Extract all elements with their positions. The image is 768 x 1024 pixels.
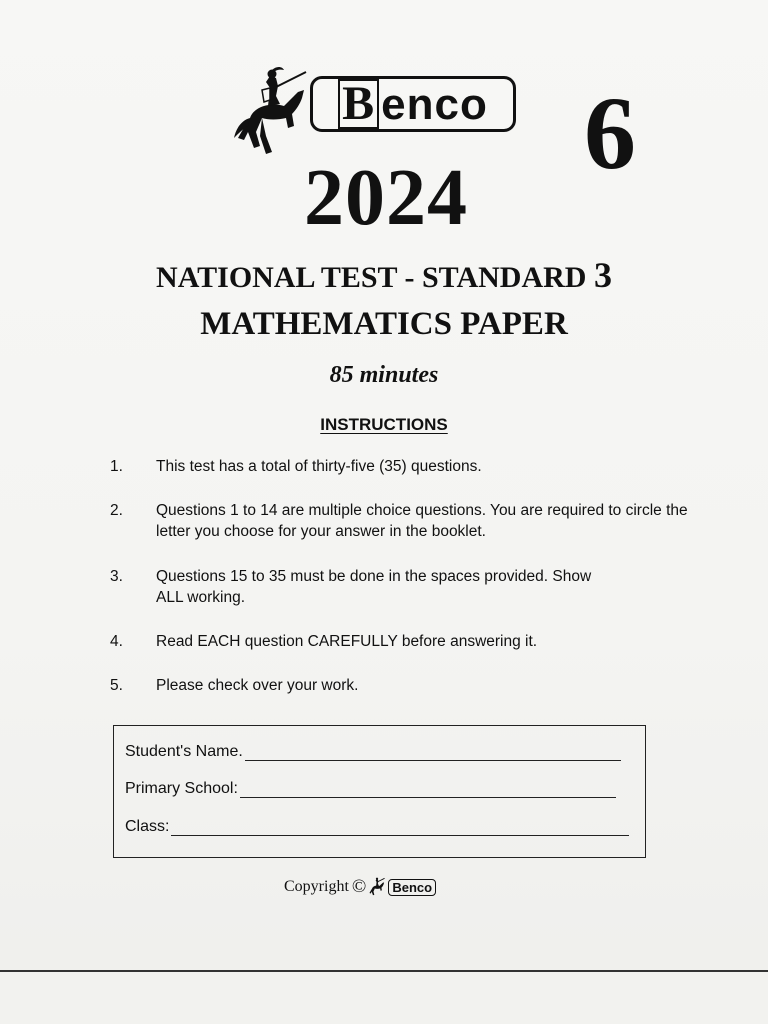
instructions-heading: INSTRUCTIONS (320, 415, 448, 434)
exam-year: 2024 (304, 154, 468, 242)
standard-number: 3 (593, 255, 612, 295)
grade-number: 6 (584, 76, 636, 191)
brand-wordmark-box (310, 76, 516, 132)
student-name-line[interactable] (245, 744, 621, 761)
student-name-label: Student's Name. (125, 743, 243, 760)
page-bottom-margin (0, 972, 768, 1024)
class-line[interactable] (171, 819, 629, 836)
instruction-text: Read EACH question CAREFULLY before answering it. (156, 633, 538, 650)
class-field[interactable] (125, 818, 629, 836)
copyright-line (284, 876, 484, 898)
instruction-text: Questions 15 to 35 must be done in the spaces provided. Show ALL working. (156, 568, 592, 606)
instruction-item (110, 456, 710, 477)
primary-school-line[interactable] (240, 781, 616, 798)
student-details-box (113, 725, 646, 858)
class-label: Class: (125, 818, 170, 835)
instruction-number: 5. (110, 677, 123, 694)
knight-on-horse-icon (232, 66, 312, 156)
primary-school-field[interactable] (125, 780, 616, 798)
copyright-label: Copyright (284, 878, 349, 895)
instruction-text: This test has a total of thirty-five (35) questions. (156, 458, 482, 475)
exam-subject-title: MATHEMATICS PAPER (200, 306, 568, 342)
instruction-number: 1. (110, 458, 123, 475)
instruction-number: 4. (110, 633, 123, 650)
student-name-field[interactable] (125, 743, 621, 761)
brand-wordmark (338, 79, 488, 129)
brand-initial: B (338, 79, 379, 129)
instruction-item (110, 566, 710, 608)
instruction-item (110, 631, 710, 652)
primary-school-label: Primary School: (125, 780, 238, 797)
exam-duration: 85 minutes (329, 362, 439, 388)
instruction-item (110, 500, 710, 542)
instruction-number: 3. (110, 568, 123, 585)
exam-title-text: NATIONAL TEST - STANDARD (156, 261, 594, 294)
copyright-symbol: © (351, 876, 367, 897)
knight-on-horse-icon (368, 877, 386, 897)
instruction-text: Questions 1 to 14 are multiple choice questions. You are required to circle the letter you choose for your answer in the booklet. (156, 502, 688, 540)
publisher-logo (232, 66, 532, 156)
exam-title-standard (100, 256, 668, 296)
brand-rest: enco (381, 80, 488, 130)
instruction-number: 2. (110, 502, 123, 519)
footer-brand-wordmark: Benco (388, 879, 436, 896)
instruction-item (110, 675, 710, 696)
instruction-text: Please check over your work. (156, 677, 359, 694)
